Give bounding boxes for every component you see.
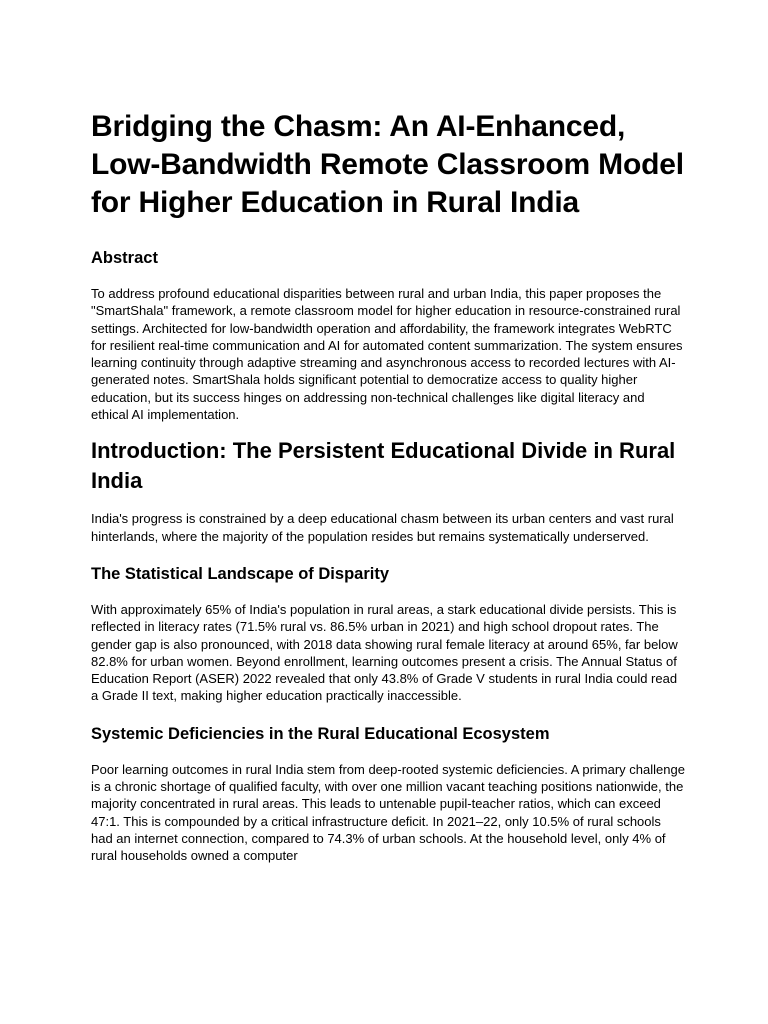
- statistical-heading: The Statistical Landscape of Disparity: [91, 564, 389, 583]
- introduction-heading: Introduction: The Persistent Educational Divide in Rural India: [91, 438, 676, 494]
- systemic-heading: Systemic Deficiencies in the Rural Educational Ecosystem: [91, 724, 550, 743]
- abstract-heading: Abstract: [91, 249, 158, 267]
- document-page: [91, 108, 685, 883]
- paper-title: Bridging the Chasm: An AI-Enhanced, Low-Bandwidth Remote Classroom Model for Higher Education in Rural India: [91, 110, 684, 219]
- statistical-paragraph: With approximately 65% of India's population in rural areas, a stark educational divide persists. This is reflected in literacy rates (71.5% rural vs. 86.5% urban in 2021) and high school dropout rates. The gender gap is also pronounced, with 2018 data showing rural female literacy at around 65%, far below 82.8% for urban women. Beyond enrollment, learning outcomes present a crisis. The Annual Status of Education Report (ASER) 2022 revealed that only 43.8% of Grade V students in rural India could read a Grade II text, making higher education practically inaccessible.: [91, 601, 678, 704]
- systemic-paragraph: Poor learning outcomes in rural India stem from deep-rooted systemic deficiencies. A primary challenge is a chronic shortage of qualified faculty, with over one million vacant teaching positions nationwide, the majority concentrated in rural areas. This leads to untenable pupil-teacher ratios, which can exceed 47:1. This is compounded by a critical infrastructure deficit. In 2021–22, only 10.5% of rural schools had an internet connection, compared to 74.3% of urban schools. At the household level, only 4% of rural households owned a computer: [91, 761, 685, 864]
- abstract-paragraph: To address profound educational disparities between rural and urban India, this paper proposes the "SmartShala" framework, a remote classroom model for higher education in resource-constrained rural settings. Architected for low-bandwidth operation and affordability, the framework integrates WebRTC for resilient real-time communication and AI for automated content summarization. The system ensures learning continuity through adaptive streaming and asynchronous access to recorded lectures with AI-generated notes. SmartShala holds significant potential to democratize access to quality higher education, but its success hinges on addressing non-technical challenges like digital literacy and ethical AI implementation.: [91, 286, 683, 423]
- introduction-paragraph: India's progress is constrained by a deep educational chasm between its urban centers and vast rural hinterlands, where the majority of the population resides but remains systematically underserved.: [91, 511, 674, 544]
